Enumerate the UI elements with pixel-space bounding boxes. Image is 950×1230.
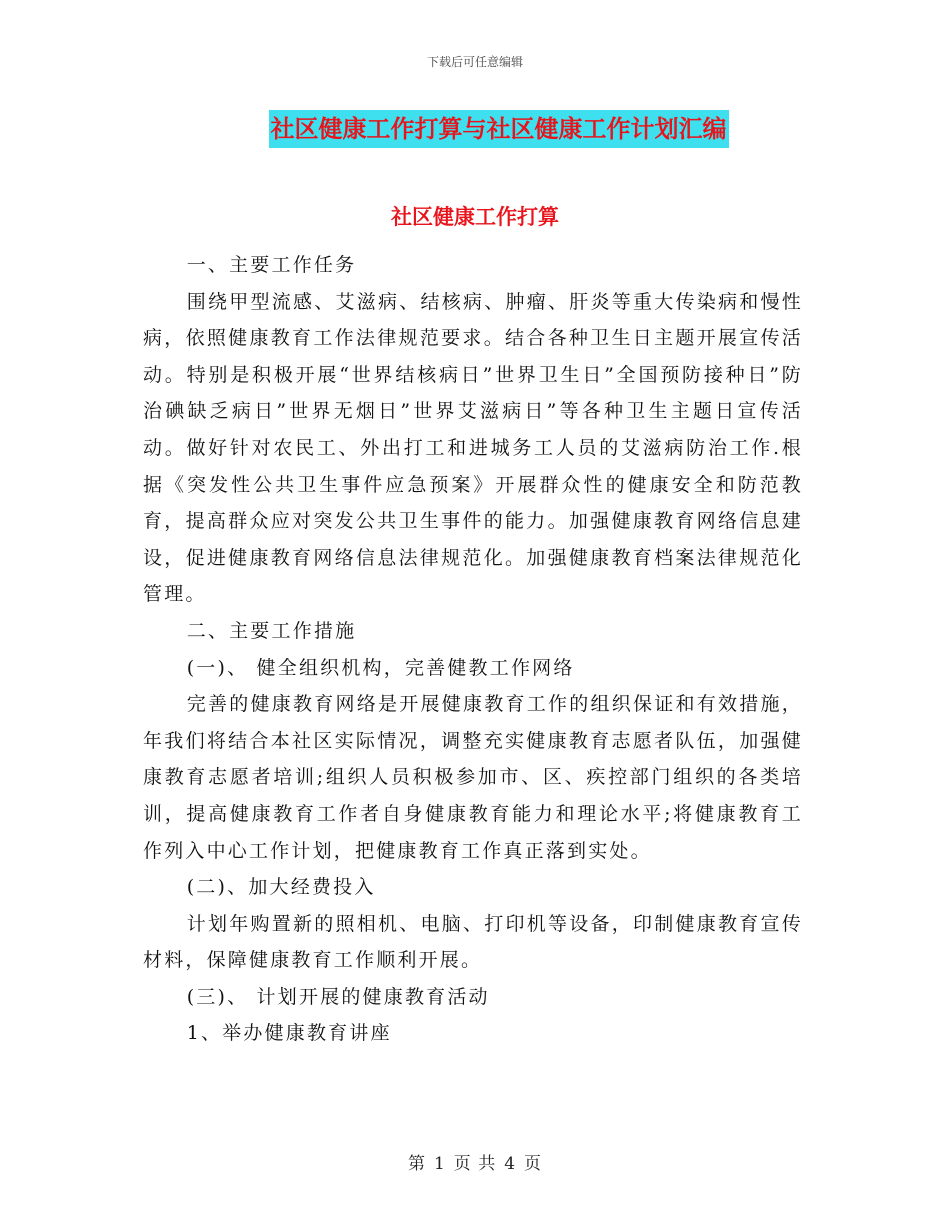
page-label-suffix: 页 — [524, 1154, 543, 1174]
paragraph-funding: 计划年购置新的照相机、电脑、打印机等设备，印制健康教育宣传材料，保障健康教育工作顺利开展。 — [143, 912, 803, 972]
subheading-activities: (三)、 计划开展的健康教育活动 — [186, 985, 490, 1008]
section-title: 社区健康工作打算 — [391, 204, 559, 229]
page-number: 1 — [433, 1154, 446, 1174]
page-footer — [0, 1152, 950, 1176]
paragraph-main-tasks: 围绕甲型流感、艾滋病、结核病、肿瘤、肝炎等重大传染病和慢性病，依照健康教育工作法律规范要求。结合各种卫生日主题开展宣传活动。特别是积极开展“世界结核病日”世界卫生日”全国预防接种日”防治碘缺乏病日”世界无烟日”世界艾滋病日”等各种卫生主题日宣传活动。做好针对农民工、外出打工和进城务工人员的艾滋病防治工作.根据《突发性公共卫生事件应急预案》开展群众性的健康安全和防范教育，提高群众应对突发公共卫生事件的能力。加强健康教育网络信息建设，促进健康教育网络信息法律规范化。加强健康教育档案法律规范化管理。 — [143, 290, 803, 606]
page-total: 4 — [504, 1154, 517, 1174]
item-lectures: 1、举办健康教育讲座 — [186, 1022, 392, 1045]
subheading-funding: (二)、加大经费投入 — [186, 876, 376, 899]
paragraph-organization: 完善的健康教育网络是开展健康教育工作的组织保证和有效措施，年我们将结合本社区实际情况，调整充实健康教育志愿者队伍，加强健康教育志愿者培训;组织人员积极参加市、区、疾控部门组织的各类培训，提高健康教育工作者自身健康教育能力和理论水平;将健康教育工作列入中心工作计划，把健康教育工作真正落到实处。 — [143, 693, 803, 862]
document-title-container — [0, 110, 950, 148]
document-body — [143, 247, 803, 1052]
page-label-middle: 页 共 — [453, 1154, 497, 1174]
document-title: 社区健康工作打算与社区健康工作计划汇编 — [269, 110, 729, 148]
heading-main-measures: 二、主要工作措施 — [186, 619, 357, 642]
page-header-note: 下载后可任意编辑 — [426, 55, 523, 69]
subheading-organization: (一)、 健全组织机构，完善健教工作网络 — [186, 656, 575, 679]
heading-main-tasks: 一、主要工作任务 — [186, 254, 357, 276]
page-label-prefix: 第 — [407, 1154, 426, 1174]
